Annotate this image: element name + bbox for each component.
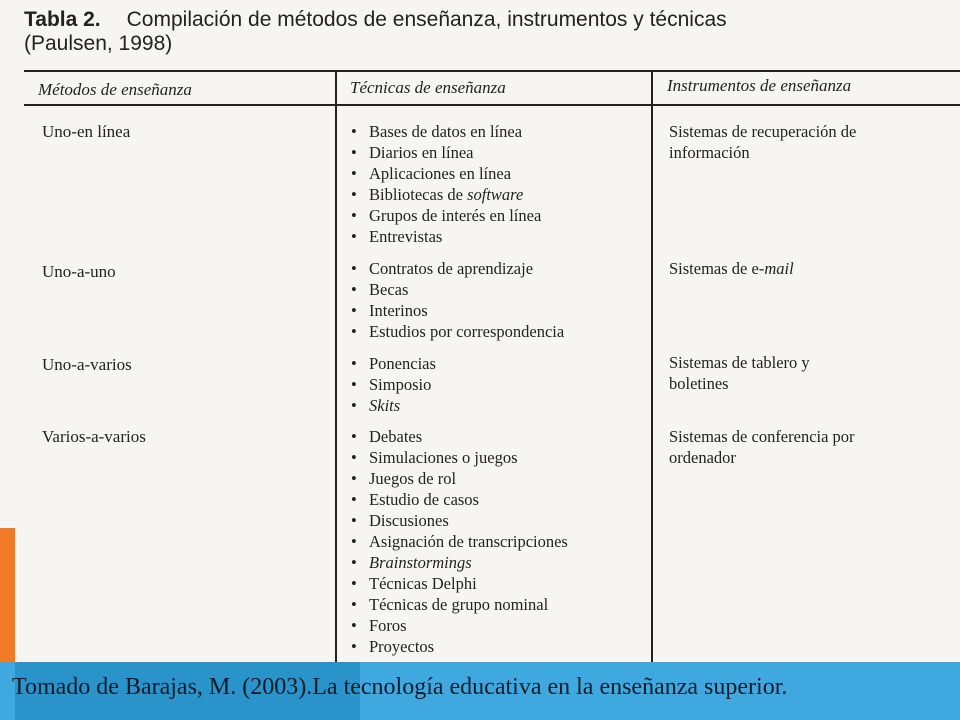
- instrument-row-2: Sistemas de e-mail: [669, 259, 794, 278]
- method-uno-a-varios: Uno-a-varios: [42, 355, 132, 374]
- method-uno-en-linea: Uno-en línea: [42, 122, 131, 141]
- list-item: • Juegos de rol: [351, 469, 457, 488]
- list-item: • Ponencias: [351, 354, 436, 373]
- column-header-instruments: Instrumentos de enseñanza: [667, 76, 852, 95]
- table-title: [24, 8, 727, 56]
- header-rule: [24, 104, 960, 106]
- list-item: • Técnicas Delphi: [351, 574, 477, 593]
- list-item: • Estudios por correspondencia: [351, 322, 565, 341]
- table-source: (Paulsen, 1998): [24, 32, 173, 55]
- list-item: • Diarios en línea: [351, 143, 474, 162]
- techniques-list-row-1: [351, 121, 541, 247]
- method-varios-a-varios: Varios-a-varios: [42, 427, 146, 446]
- top-rule: [24, 70, 960, 72]
- list-item: • Bases de datos en línea: [351, 122, 523, 141]
- list-item: • Skits: [351, 396, 401, 415]
- techniques-list-row-3: [351, 353, 436, 416]
- column-header-methods: Métodos de enseñanza: [38, 80, 192, 99]
- list-item: • Simposio: [351, 375, 432, 394]
- list-item: • Entrevistas: [351, 227, 443, 246]
- instrument-row-4: Sistemas de conferencia por ordenador: [669, 427, 855, 467]
- list-item: • Interinos: [351, 301, 428, 320]
- list-item: • Asignación de transcripciones: [351, 532, 568, 551]
- techniques-list-row-2: [351, 258, 564, 342]
- techniques-list-row-4: [351, 426, 568, 657]
- list-item: • Discusiones: [351, 511, 449, 530]
- list-item: • Aplicaciones en línea: [351, 164, 512, 183]
- instrument-row-1: Sistemas de recuperación de información: [669, 122, 857, 162]
- list-item: • Grupos de interés en línea: [351, 206, 542, 225]
- table-label: Tabla 2.: [24, 8, 101, 31]
- list-item: • Becas: [351, 280, 409, 299]
- list-item: • Técnicas de grupo nominal: [351, 595, 549, 614]
- footer-citation: Tomado de Barajas, M. (2003).La tecnología educativa en la enseñanza superior.: [12, 674, 788, 700]
- list-item: • Simulaciones o juegos: [351, 448, 518, 467]
- method-uno-a-uno: Uno-a-uno: [42, 262, 116, 281]
- instrument-row-3: Sistemas de tablero y boletines: [669, 353, 810, 393]
- list-item: • Foros: [351, 616, 407, 635]
- column-header-techniques: Técnicas de enseñanza: [350, 78, 506, 97]
- list-item: • Bibliotecas de software: [351, 185, 524, 204]
- list-item: • Estudio de casos: [351, 490, 479, 509]
- list-item: • Contratos de aprendizaje: [351, 259, 534, 278]
- list-item: • Brainstormings: [351, 553, 472, 572]
- list-item: • Proyectos: [351, 637, 435, 656]
- list-item: • Debates: [351, 427, 423, 446]
- column-divider-1: [335, 70, 337, 662]
- table-title-text: Compilación de métodos de enseñanza, instrumentos y técnicas: [126, 8, 727, 31]
- column-divider-2: [651, 70, 653, 662]
